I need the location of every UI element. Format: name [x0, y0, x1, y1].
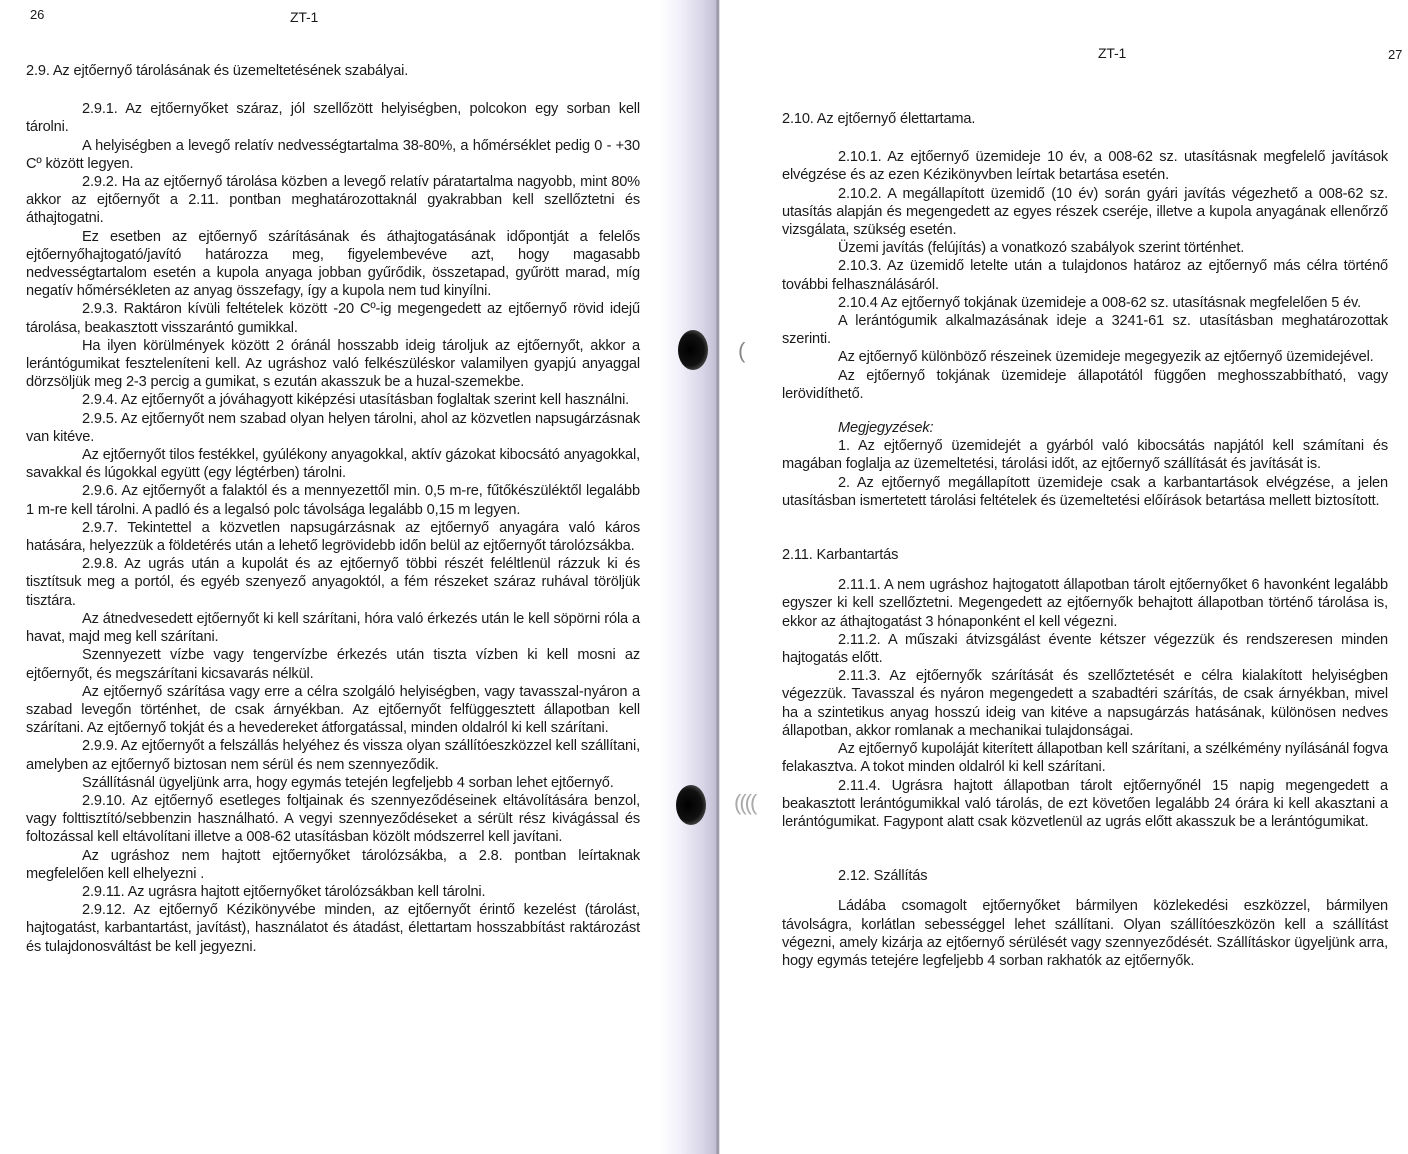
- paragraph: Az ejtőernyő kupoláját kiterített állapotban kell szárítani, a szélkémény nyílásánál fogva felakasztva. A tokot minden oldalról ki kell szárítani.: [782, 741, 1388, 776]
- paragraph: 2.9.10. Az ejtőernyő esetleges foltjainak és szennyeződéseinek eltávolítására benzol, vagy folttisztító/sebbenzin használható. A vegyi szennyeződéseket a sérült rész kivágással és foltozással kell eltávolítani illetve a 008-62 utasításban közölt módszerrel kell javítani.: [26, 792, 640, 846]
- paragraph: 2.11.4. Ugrásra hajtott állapotban tárolt ejtőernyőnél 15 napig megengedett a beakasztott lerántógumikkal való tárolás, de ezt követően legalább 24 órára ki kell akasztani a lerántógumikat. Fagypont alatt csak közvetlenül az ugrás előtt akasszuk be a lerántógumikat.: [782, 777, 1388, 830]
- binding-hole-top: [678, 330, 708, 370]
- running-head: ZT-1: [290, 9, 319, 25]
- paragraph: Az ejtőernyő tokjának üzemideje állapotától függően meghosszabbítható, vagy lerövidíthető.: [782, 367, 1388, 402]
- paragraph: 2.11.1. A nem ugráshoz hajtogatott állapotban tárolt ejtőernyőket 6 havonként legalább egyszer ki kell szellőztetni. Megengedett az ejtőernyők behajtott állapotban történő tárolása is, ekkor az áthajtogatást 3 hónaponként el kell végezni.: [782, 577, 1388, 630]
- paragraph: 2.9.4. Az ejtőernyőt a jóváhagyott kiképzési utasításban foglaltak szerint kell használni.: [82, 392, 630, 409]
- paragraph: 2.9.9. Az ejtőernyőt a felszállás helyéhez és vissza olyan szállítóeszközzel kell szállítani, amelyben az ejtőernyő biztosan nem sérül és nem szennyeződik.: [26, 738, 640, 773]
- paragraph: Ez esetben az ejtőernyő szárításának és áthajtogatásának időpontját a felelős ejtőernyőhajtogató/javító határozza meg, figyelembevéve azt, hogy magasabb nedvességtartalom esetén a kupola anyaga jobban gyűrődik, összetapad, gyűrött marad, míg negatív hőmérsékleten az anyag összefagy, így a kupola nem tud kinyílni.: [26, 228, 640, 300]
- paragraph: A lerántógumik alkalmazásának ideje a 3241-61 sz. utasításban meghatározottak szerinti.: [782, 313, 1388, 348]
- paragraph: Az ejtőernyő különböző részeinek üzemideje megegyezik az ejtőernyő üzemidejével.: [838, 349, 1374, 366]
- paragraph: Üzemi javítás (felújítás) a vonatkozó szabályok szerint történhet.: [838, 240, 1245, 257]
- paragraph: 2.9.7. Tekintettel a közvetlen napsugárzásnak az ejtőernyő anyagára való káros hatására, helyezzük a földetérés után a lehető legrövidebb időn belül az ejtőernyőt tárolózsákba.: [26, 519, 640, 555]
- paragraph: 2.10.4 Az ejtőernyő tokjának üzemideje a 008-62 sz. utasításnak megfelelően 5 év.: [838, 294, 1362, 311]
- paragraph: Szennyezett vízbe vagy tengervízbe érkezés után tiszta vízben ki kell mosni az ejtőernyőt, és megszárítani kicsavarás nélkül.: [26, 647, 640, 682]
- paragraph-list: [782, 576, 1388, 831]
- paragraph: 2.9.8. Az ugrás után a kupolát és az ejtőernyő többi részét feléltlenül rázzuk ki és tisztítsuk meg a portól, és egyéb szenyező anyagoktól, a fém részeket száraz ruhával töröljük tisztára.: [26, 556, 640, 609]
- right-page: [718, 0, 1408, 1154]
- paragraph: 2.9.3. Raktáron kívüli feltételek között -20 Cº-ig megengedett az ejtőernyő rövid idejű tárolása, beakasztott visszarántó gumikkal.: [26, 301, 640, 336]
- paragraph-list: [782, 897, 1388, 970]
- paragraph: 2.11.2. A műszaki átvizsgálást évente kétszer végezzük és rendszeresen minden hajtogatás előtt.: [782, 631, 1388, 667]
- paragraph-list: [26, 100, 640, 956]
- left-page: [0, 0, 682, 1154]
- section-title: 2.9. Az ejtőernyő tárolásának és üzemeltetésének szabályai.: [26, 63, 409, 79]
- page-body: [782, 110, 1388, 970]
- paragraph: 2.10.1. Az ejtőernyő üzemideje 10 év, a 008-62 sz. utasításnak megfelelő javítások elvégzése és az ezen Kézikönyvben leírtak betartása esetén.: [782, 149, 1388, 184]
- paragraph: 2.11.3. Az ejtőernyők szárítását és szellőztetését e célra kialakított helyiségben végezzük. Tavasszal és nyáron megengedett a szabadtéri szárítás, de csak árnyékban, mivel ha a szintetikus anyag hosszú ideig van kitéve a napsugárzás hatásának, különösen nedves állapotban, akkor romlanak a mechanikai tulajdonságai.: [782, 668, 1388, 739]
- paragraph: Ládába csomagolt ejtőernyőket bármilyen közlekedési eszközzel, bármilyen távolságra, korlátlan sebességgel lehet szállítani. Olyan szállítóeszközön kell a szállítást végezni, amely kizárja az ejtőernyő sérülését vagy szennyeződését. Szállításkor ügyeljünk arra, hogy egymás tetejére legfeljebb 4 sorban rakhatók az ejtőernyők.: [782, 898, 1388, 969]
- paragraph: Az ugráshoz nem hajtott ejtőernyőket tárolózsákba, a 2.8. pontban leírtaknak megfelelően kell elhelyezni .: [26, 847, 640, 882]
- paragraph: 2.10.3. Az üzemidő letelte után a tulajdonos határoz az ejtőernyő más célra történő további felhasználásáról.: [782, 258, 1388, 293]
- page-number: 26: [30, 7, 45, 22]
- page-body: [26, 62, 640, 956]
- paragraph: Az ejtőernyőt tilos festékkel, gyúlékony anyagokkal, aktív gázokat kibocsátó anyagokkal, savakkal és lúgokkal együtt (egy légtérben) tárolni.: [26, 447, 640, 482]
- running-head: ZT-1: [1098, 45, 1127, 61]
- punch-mark-icon: (: [738, 338, 746, 363]
- paragraph: 2.9.1. Az ejtőernyőket száraz, jól szellőzött helyiségben, polcokon egy sorban kell tárolni.: [26, 101, 640, 136]
- paragraph: 2.10.2. A megállapított üzemidő (10 év) során gyári javítás végezhető a 008-62 sz. utasítás alapján és megengedett az egyes részek cseréje, illetve a kupola anyagának ellenőrző vizsgálata, szükség esetén.: [782, 185, 1388, 239]
- paragraph: 2.9.2. Ha az ejtőernyő tárolása közben a levegő relatív páratartalma nagyobb, mint 80% akkor az ejtőernyőt a 2.11. pontban meghatározottaknál gyakrabban kell szellőztetni és áthajtogatni.: [26, 174, 640, 227]
- notes-list: [782, 437, 1388, 510]
- page-number: 27: [1388, 47, 1403, 62]
- paragraph: 2.9.5. Az ejtőernyőt nem szabad olyan helyen tárolni, ahol az közvetlen napsugárzásnak van kitéve.: [26, 410, 640, 445]
- paragraph-list: [782, 148, 1388, 403]
- paragraph: Az ejtőernyő szárítása vagy erre a célra szolgáló helyiségben, vagy tavasszal-nyáron a szabad levegőn történhet, de csak árnyékban. Az ejtőernyőt felfüggesztett állapotban kell szárítani. Az ejtőernyő tokját és a hevedereket átforgatással, minden oldalról ki kell szárítani.: [26, 683, 640, 737]
- paragraph: A helyiségben a levegő relatív nedvességtartalma 38-80%, a hőmérséklet pedig 0 - +30 Cº között legyen.: [26, 137, 640, 172]
- paragraph: Az átnedvesedett ejtőernyőt ki kell szárítani, hóra való érkezés után le kell söpörni róla a havat, majd meg kell szárítani.: [26, 610, 640, 646]
- punch-mark-icon: ((((: [734, 790, 756, 815]
- paragraph: 2.9.11. Az ugrásra hajtott ejtőernyőket tárolózsákban kell tárolni.: [82, 883, 486, 900]
- section-title: 2.12. Szállítás: [838, 868, 928, 885]
- section-title: 2.10. Az ejtőernyő élettartama.: [782, 111, 976, 127]
- paragraph: 1. Az ejtőernyő üzemidejét a gyárból való kibocsátás napjától kell számítani és magában foglalja az üzemeltetési, tárolási időt, az ejtőernyő szállítását és javítását is.: [782, 438, 1388, 473]
- paragraph: Ha ilyen körülmények között 2 óránál hosszabb ideig tároljuk az ejtőernyőt, akkor a lerántógumikat feszteleníteni kell. Az ugráshoz való felkészüléskor valamilyen gyapjú anyaggal dörzsöljük meg 2-3 percig a gumikat, s ezután akasszuk be a huzal-szemekbe.: [26, 337, 640, 391]
- paragraph: 2.9.12. Az ejtőernyő Kézikönyvébe minden, az ejtőernyőt érintő kezelést (tárolást, hajtogatást, karbantartást, javítást), használatot és átadást, élettartam hosszabbítást raktározást és tulajdonosváltást be kell jegyezni.: [26, 902, 640, 955]
- paragraph: 2.9.6. Az ejtőernyőt a falaktól és a mennyezettől min. 0,5 m-re, fűtőkészüléktől legalább 1 m-re kell tárolni. A padló és a legalsó polc távolsága legalább 0,15 m legyen.: [26, 483, 640, 518]
- paragraph: Szállításnál ügyeljünk arra, hogy egymás tetején legfeljebb 4 sorban lehet ejtőernyő.: [82, 774, 614, 791]
- paragraph: 2. Az ejtőernyő megállapított üzemideje csak a karbantartások elvégzése, a jelen utasításban ismertetett tárolási feltételek és üzemeltetési előírások betartása mellett biztosított.: [782, 474, 1388, 509]
- section-title: 2.11. Karbantartás: [782, 547, 899, 564]
- notes-title: Megjegyzések:: [838, 420, 934, 437]
